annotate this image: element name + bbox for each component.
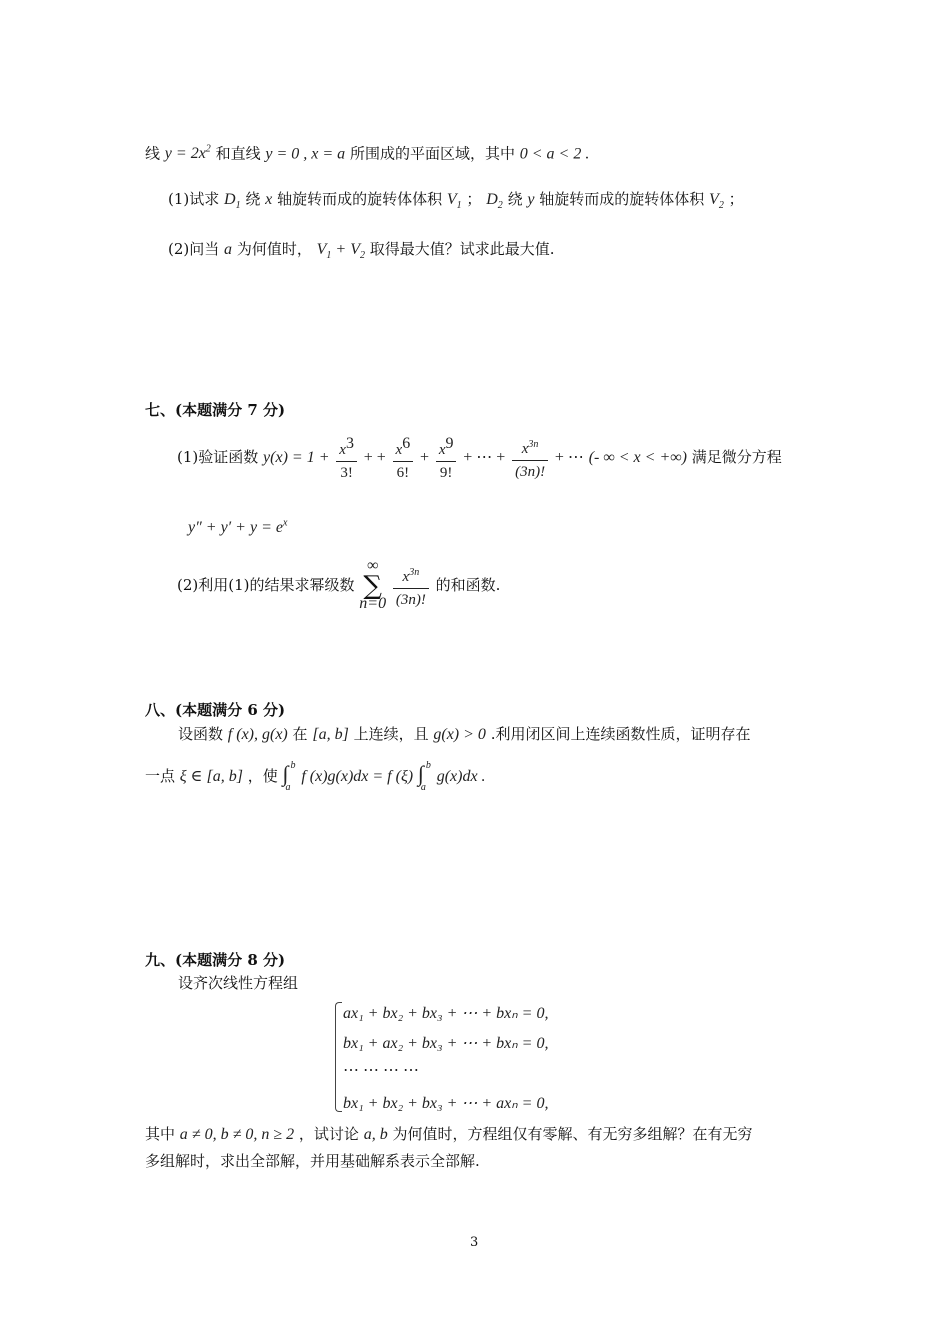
q7-2-text-2: 的和函数. xyxy=(435,576,501,594)
term-x3n: $\frac{x^{3n}}{(3n)!}$ xyxy=(512,434,548,483)
functions-fg: f (x), g(x) xyxy=(227,726,288,743)
q8-line2 xyxy=(145,760,486,793)
ellipsis-plus: + ⋯ + xyxy=(463,449,506,466)
v-sum: $V_1 + V_2$ xyxy=(316,241,365,262)
q6-part1 xyxy=(168,189,744,216)
q6-2-text-2: 为何值时， xyxy=(236,240,312,258)
q6-1-text-2: 绕 xyxy=(245,190,261,208)
page-number: 3 xyxy=(470,1235,479,1250)
q9-text-1: 其中 xyxy=(145,1125,176,1143)
q9-text-3: 为何值时，方程组仅有零解、有无穷多组解？在有无穷 xyxy=(392,1125,753,1143)
integral-left: ∫ b a xyxy=(282,760,296,793)
curve-equation: $y = 2x^2$ xyxy=(164,144,211,163)
q6-1-text-5: 绕 xyxy=(507,190,523,208)
q9-line1 xyxy=(145,1124,753,1145)
q6-1-text-4: ； xyxy=(466,190,482,208)
q8-heading: 八、(本题满分 6 分) xyxy=(145,701,286,719)
q6-2-text-1: (2)问当 xyxy=(168,240,220,258)
range-condition: 0 < a < 2 . xyxy=(519,145,590,163)
g-positive: g(x) > 0 xyxy=(433,726,486,743)
series-lhs: y(x) = 1 + xyxy=(263,449,330,466)
q7-part1 xyxy=(177,432,782,484)
q6-2-text-3: 取得最大值？试求此最大值. xyxy=(369,240,555,258)
q7-1-text-2: 满足微分方程 xyxy=(691,448,782,466)
integral-equation-rhs: g(x)dx . xyxy=(436,768,486,785)
d1-symbol: $D_1$ xyxy=(224,191,241,212)
q7-heading: 七、(本题满分 7 分) xyxy=(145,401,286,419)
q7-part2 xyxy=(177,557,501,612)
q7-1-text-1: (1)验证函数 xyxy=(177,448,259,466)
q9-line2: 多组解时，求出全部解，并用基础解系表示全部解. xyxy=(145,1152,480,1170)
integral-right: ∫ b a xyxy=(417,760,431,793)
v1-symbol: $V_1$ xyxy=(446,191,462,212)
summation-symbol: ∞ ∑ n=0 xyxy=(359,557,387,612)
system-brace xyxy=(335,1002,342,1112)
v2-symbol: $V_2$ xyxy=(709,191,724,212)
a-symbol: a xyxy=(224,241,233,258)
term-x6: $\frac{x^6}{6!}$ xyxy=(393,433,414,484)
equation-row: bx₁ + bx₂ + bx₃ + ⋯ + axₙ = 0, xyxy=(343,1095,549,1112)
q6-1-text-3: 轴旋转而成的旋转体体积 xyxy=(277,190,443,208)
q8-text-3: 上连续，且 xyxy=(353,725,429,743)
integral-equation-lhs: f (x)g(x)dx = f (ξ) xyxy=(301,768,414,785)
q6-1-text-1: (1)试求 xyxy=(168,190,220,208)
domain-range: (- ∞ < x < +∞) xyxy=(588,449,687,466)
q6-1-text-6: 轴旋转而成的旋转体体积 xyxy=(539,190,705,208)
q8-text-2: 在 xyxy=(292,725,308,743)
y-axis-symbol: y xyxy=(527,191,535,208)
q6-part2 xyxy=(168,239,555,266)
d2-symbol: $D_2$ xyxy=(486,191,503,212)
q6-1-text-7: ； xyxy=(728,190,744,208)
interval-ab: [a, b] xyxy=(312,726,349,743)
plus-sign: + xyxy=(420,449,430,466)
line-equations: y = 0 , x = a xyxy=(265,145,346,163)
q8-line1 xyxy=(178,724,751,745)
plus-sign: + + xyxy=(363,449,386,466)
q8-text-1: 设函数 xyxy=(178,725,224,743)
differential-equation: $y'' + y' + y = e^x$ xyxy=(188,518,288,537)
ellipsis-tail: + ⋯ xyxy=(554,449,584,466)
equation-row: ax₁ + bx₂ + bx₃ + ⋯ + bxₙ = 0, xyxy=(343,1005,549,1022)
series-term: $\frac{x^{3n}}{(3n)!}$ xyxy=(393,562,429,611)
q9-intro: 设齐次线性方程组 xyxy=(178,974,299,992)
q8-text-5: 一点 xyxy=(145,767,176,785)
parameter-conditions: a ≠ 0, b ≠ 0, n ≥ 2 xyxy=(179,1126,295,1143)
q7-2-text-1: (2)利用(1)的结果求幂级数 xyxy=(177,576,355,594)
q7-ode xyxy=(188,514,287,538)
equation-row: bx₁ + ax₂ + bx₃ + ⋯ + bxₙ = 0, xyxy=(343,1035,549,1052)
term-x3: $\frac{x^3}{3!}$ xyxy=(336,433,357,484)
q9-text-2: ，试讨论 xyxy=(298,1125,359,1143)
intro-text-2: 和直线 xyxy=(215,144,261,163)
term-x9: $\frac{x^9}{9!}$ xyxy=(436,433,457,484)
q9-heading: 九、(本题满分 8 分) xyxy=(145,951,286,969)
intro-text-1: 线 xyxy=(145,144,161,163)
intro-text-3: 所围成的平面区域，其中 xyxy=(349,144,515,163)
xi-in-interval: ξ ∈ [a, b] xyxy=(179,768,243,785)
params-ab: a, b xyxy=(363,1126,388,1143)
equation-row: ⋯ ⋯ ⋯ ⋯ xyxy=(343,1062,419,1079)
x-axis-symbol: x xyxy=(265,191,273,208)
intro-line xyxy=(145,140,589,164)
q8-text-4: .利用闭区间上连续函数性质，证明存在 xyxy=(490,725,751,743)
q8-text-6: ，使 xyxy=(247,767,278,785)
